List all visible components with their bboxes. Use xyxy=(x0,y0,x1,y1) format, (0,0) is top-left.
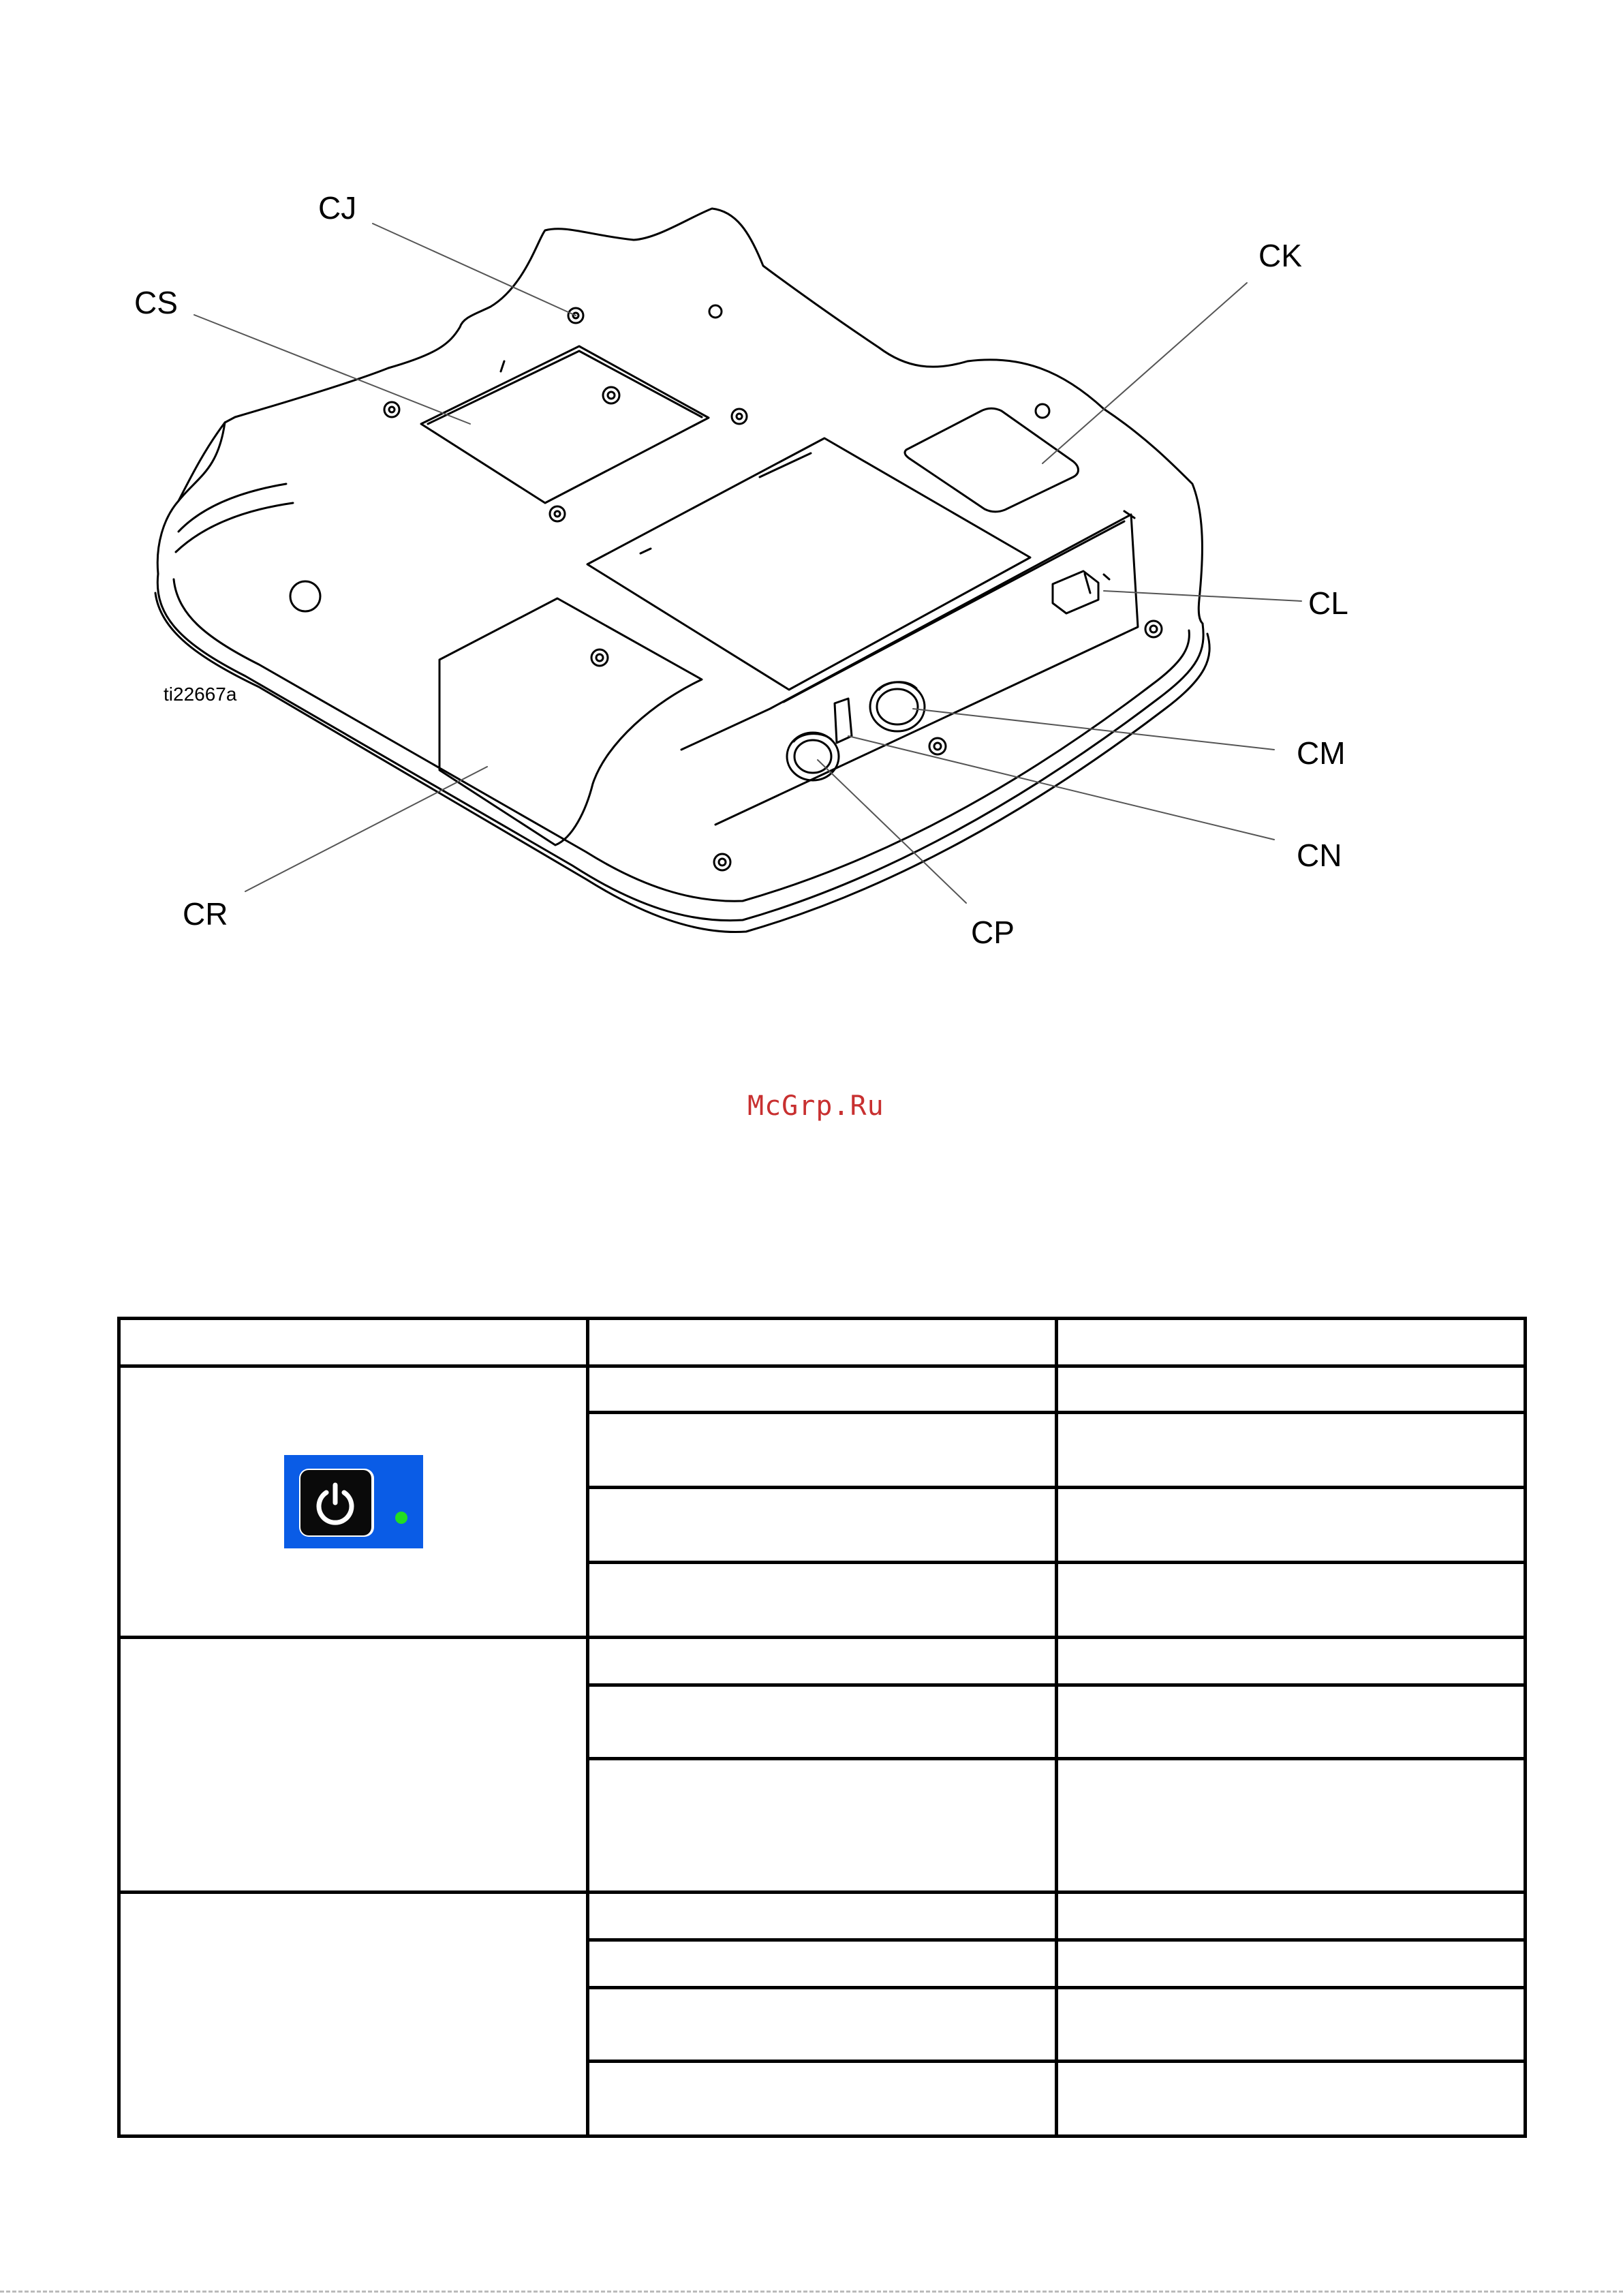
controller-bottom-illustration xyxy=(0,0,1623,968)
table-group-cell xyxy=(119,1893,588,2137)
table-cell xyxy=(588,1685,1057,1759)
table-cell xyxy=(588,1638,1057,1685)
table-cell xyxy=(588,1413,1057,1488)
callout-cl: CL xyxy=(1308,585,1348,621)
power-button-icon xyxy=(284,1455,423,1548)
callout-ck: CK xyxy=(1258,238,1302,273)
led-status-table xyxy=(117,1317,1527,2138)
callout-cp: CP xyxy=(971,915,1015,950)
table-cell xyxy=(588,1366,1057,1413)
table-cell xyxy=(1057,1988,1526,2062)
watermark: McGrp.Ru xyxy=(747,1090,884,1122)
table-cell xyxy=(588,1759,1057,1893)
housing-outline xyxy=(157,574,1203,921)
label-panel-cr xyxy=(439,598,702,845)
table-cell xyxy=(1057,1413,1526,1488)
table-group-cell xyxy=(119,1638,588,1893)
table-header-cell xyxy=(119,1319,588,1366)
table-cell xyxy=(1057,1638,1526,1685)
page-bottom-divider xyxy=(0,2291,1623,2293)
figure-id-label: ti22667a xyxy=(164,684,237,705)
callout-cm: CM xyxy=(1297,735,1346,771)
port-cl xyxy=(1053,571,1098,613)
table-cell xyxy=(1057,1685,1526,1759)
table-cell xyxy=(1057,1563,1526,1638)
table-cell xyxy=(588,1893,1057,1940)
table-row xyxy=(119,1893,1526,1940)
power-button-cell xyxy=(119,1366,588,1638)
callout-cj: CJ xyxy=(318,190,357,226)
table-cell xyxy=(588,1940,1057,1988)
table-cell xyxy=(588,1988,1057,2062)
table-cell xyxy=(1057,1488,1526,1563)
table-cell xyxy=(1057,2062,1526,2137)
callout-cn: CN xyxy=(1297,838,1342,873)
table-cell xyxy=(1057,1893,1526,1940)
table-header-cell xyxy=(1057,1319,1526,1366)
table-row xyxy=(119,1366,1526,1413)
table-cell xyxy=(588,1563,1057,1638)
table-cell xyxy=(1057,1940,1526,1988)
table-row xyxy=(119,1638,1526,1685)
table-cell xyxy=(1057,1759,1526,1893)
table-header-row xyxy=(119,1319,1526,1366)
status-led xyxy=(395,1512,407,1524)
label-window-ck xyxy=(905,408,1079,512)
table-cell xyxy=(588,1488,1057,1563)
callout-cs: CS xyxy=(134,285,178,320)
table-header-cell xyxy=(588,1319,1057,1366)
table-cell xyxy=(1057,1366,1526,1413)
callout-cr: CR xyxy=(183,896,228,932)
cover-cs xyxy=(421,346,709,503)
table-cell xyxy=(588,2062,1057,2137)
